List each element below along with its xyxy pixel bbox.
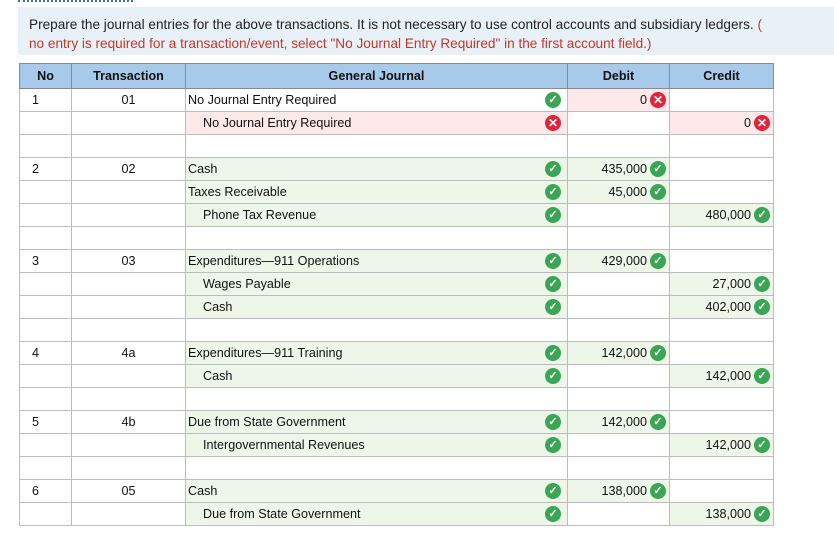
debit-input[interactable]: [568, 296, 670, 319]
transaction-cell: 02: [72, 158, 186, 181]
empty-cell: [568, 227, 670, 250]
transaction-cell: [72, 503, 186, 526]
account-select[interactable]: [186, 296, 568, 319]
debit-value: 142,000: [601, 346, 647, 360]
spacer-row: [20, 457, 774, 480]
check-circle-icon: ✓: [545, 184, 561, 200]
instructions-red-start: (: [757, 17, 762, 32]
credit-input[interactable]: [670, 181, 774, 204]
debit-input[interactable]: [568, 158, 670, 181]
account-name: No Journal Entry Required: [188, 93, 337, 107]
check-circle-icon: ✓: [545, 345, 561, 361]
debit-value: 142,000: [601, 415, 647, 429]
account-select[interactable]: [186, 365, 568, 388]
entry-number-cell: 4: [20, 342, 72, 365]
debit-input[interactable]: [568, 204, 670, 227]
check-circle-icon: ✓: [545, 368, 561, 384]
check-circle-icon: ✓: [650, 253, 666, 269]
transaction-cell: [72, 434, 186, 457]
column-header-general-journal: General Journal: [186, 64, 568, 89]
empty-cell: [670, 135, 774, 158]
transaction-cell: 03: [72, 250, 186, 273]
journal-entry-table: [19, 63, 774, 526]
check-circle-icon: ✓: [754, 506, 770, 522]
credit-value: 0: [743, 116, 751, 130]
journal-row: [20, 503, 774, 526]
journal-rows: [20, 89, 774, 526]
credit-input[interactable]: [670, 434, 774, 457]
debit-input[interactable]: [568, 503, 670, 526]
column-header-credit: Credit: [670, 64, 774, 89]
entry-number-cell: 1: [20, 89, 72, 112]
journal-row: [20, 411, 774, 434]
journal-row: [20, 204, 774, 227]
account-name: Cash: [203, 300, 233, 314]
check-circle-icon: ✓: [545, 483, 561, 499]
check-circle-icon: ✓: [545, 276, 561, 292]
empty-cell: [670, 319, 774, 342]
account-select[interactable]: [186, 411, 568, 434]
journal-row: [20, 365, 774, 388]
transaction-cell: [72, 273, 186, 296]
check-circle-icon: ✓: [650, 345, 666, 361]
debit-input[interactable]: [568, 411, 670, 434]
empty-cell: [186, 135, 568, 158]
journal-row: [20, 250, 774, 273]
account-name: Wages Payable: [203, 277, 291, 291]
account-select[interactable]: [186, 181, 568, 204]
credit-input[interactable]: [670, 411, 774, 434]
spacer-row: [20, 227, 774, 250]
focus-outline: [18, 0, 133, 2]
account-select[interactable]: [186, 204, 568, 227]
check-circle-icon: ✓: [545, 506, 561, 522]
journal-row: [20, 296, 774, 319]
credit-input[interactable]: [670, 365, 774, 388]
transaction-cell: [72, 181, 186, 204]
credit-value: 27,000: [712, 277, 751, 291]
debit-input[interactable]: [568, 89, 670, 112]
account-name: Expenditures—911 Operations: [188, 254, 360, 268]
account-select[interactable]: [186, 89, 568, 112]
empty-cell: [568, 457, 670, 480]
check-circle-icon: ✓: [545, 92, 561, 108]
debit-value: 45,000: [608, 185, 647, 199]
instructions-line-2: no entry is required for a transaction/event, select "No Journal Entry Required" in the first account field.): [29, 36, 652, 51]
account-select[interactable]: [186, 434, 568, 457]
table-header-row: [20, 64, 774, 89]
account-select[interactable]: [186, 480, 568, 503]
debit-value: 138,000: [601, 484, 647, 498]
account-select[interactable]: [186, 342, 568, 365]
journal-row: [20, 89, 774, 112]
journal-row: [20, 342, 774, 365]
transaction-cell: 4b: [72, 411, 186, 434]
debit-input[interactable]: [568, 112, 670, 135]
credit-input[interactable]: [670, 273, 774, 296]
column-header-no: No: [20, 64, 72, 89]
empty-cell: [72, 457, 186, 480]
journal-row: [20, 158, 774, 181]
empty-cell: [20, 319, 72, 342]
journal-row: [20, 112, 774, 135]
credit-value: 402,000: [705, 300, 751, 314]
credit-value: 480,000: [705, 208, 751, 222]
entry-number-cell: 6: [20, 480, 72, 503]
debit-value: 435,000: [601, 162, 647, 176]
debit-value: 0: [639, 93, 647, 107]
entry-number-cell: [20, 112, 72, 135]
spacer-row: [20, 388, 774, 411]
account-name: Taxes Receivable: [188, 185, 287, 199]
debit-input[interactable]: [568, 250, 670, 273]
empty-cell: [670, 227, 774, 250]
x-circle-icon: ✕: [545, 115, 561, 131]
account-name: Cash: [188, 162, 218, 176]
journal-row: [20, 273, 774, 296]
transaction-cell: [72, 365, 186, 388]
check-circle-icon: ✓: [545, 299, 561, 315]
account-select[interactable]: [186, 250, 568, 273]
account-name: Intergovernmental Revenues: [203, 438, 365, 452]
empty-cell: [20, 388, 72, 411]
credit-value: 142,000: [705, 369, 751, 383]
entry-number-cell: [20, 503, 72, 526]
debit-input[interactable]: [568, 181, 670, 204]
check-circle-icon: ✓: [545, 207, 561, 223]
x-circle-icon: ✕: [754, 115, 770, 131]
empty-cell: [568, 135, 670, 158]
account-select[interactable]: [186, 273, 568, 296]
entry-number-cell: 2: [20, 158, 72, 181]
debit-input[interactable]: [568, 434, 670, 457]
entry-number-cell: [20, 273, 72, 296]
credit-input[interactable]: [670, 158, 774, 181]
empty-cell: [72, 135, 186, 158]
check-circle-icon: ✓: [650, 483, 666, 499]
entry-number-cell: 3: [20, 250, 72, 273]
check-circle-icon: ✓: [650, 414, 666, 430]
debit-input[interactable]: [568, 342, 670, 365]
debit-input[interactable]: [568, 480, 670, 503]
entry-number-cell: [20, 204, 72, 227]
credit-input[interactable]: [670, 89, 774, 112]
account-select[interactable]: [186, 503, 568, 526]
account-name: Due from State Government: [188, 415, 346, 429]
transaction-cell: [72, 112, 186, 135]
empty-cell: [186, 457, 568, 480]
entry-number-cell: [20, 181, 72, 204]
empty-cell: [72, 319, 186, 342]
account-select[interactable]: [186, 158, 568, 181]
column-header-transaction: Transaction: [72, 64, 186, 89]
check-circle-icon: ✓: [545, 414, 561, 430]
debit-input[interactable]: [568, 273, 670, 296]
x-circle-icon: ✕: [650, 92, 666, 108]
account-name: No Journal Entry Required: [203, 116, 352, 130]
credit-input[interactable]: [670, 250, 774, 273]
check-circle-icon: ✓: [754, 299, 770, 315]
account-name: Due from State Government: [203, 507, 361, 521]
empty-cell: [20, 135, 72, 158]
transaction-cell: 05: [72, 480, 186, 503]
empty-cell: [670, 457, 774, 480]
spacer-row: [20, 135, 774, 158]
check-circle-icon: ✓: [754, 207, 770, 223]
transaction-cell: [72, 204, 186, 227]
empty-cell: [670, 388, 774, 411]
empty-cell: [186, 388, 568, 411]
credit-value: 138,000: [705, 507, 751, 521]
credit-input[interactable]: [670, 296, 774, 319]
account-select[interactable]: [186, 112, 568, 135]
account-name: Cash: [203, 369, 233, 383]
column-header-debit: Debit: [568, 64, 670, 89]
entry-number-cell: 5: [20, 411, 72, 434]
debit-input[interactable]: [568, 365, 670, 388]
check-circle-icon: ✓: [545, 161, 561, 177]
empty-cell: [72, 388, 186, 411]
entry-number-cell: [20, 365, 72, 388]
credit-value: 142,000: [705, 438, 751, 452]
credit-input[interactable]: [670, 112, 774, 135]
check-circle-icon: ✓: [754, 276, 770, 292]
check-circle-icon: ✓: [545, 437, 561, 453]
account-name: Phone Tax Revenue: [203, 208, 317, 222]
transaction-cell: [72, 296, 186, 319]
entry-number-cell: [20, 296, 72, 319]
credit-input[interactable]: [670, 342, 774, 365]
credit-input[interactable]: [670, 503, 774, 526]
check-circle-icon: ✓: [754, 368, 770, 384]
spacer-row: [20, 319, 774, 342]
empty-cell: [186, 227, 568, 250]
check-circle-icon: ✓: [650, 184, 666, 200]
entry-number-cell: [20, 434, 72, 457]
journal-row: [20, 480, 774, 503]
transaction-cell: 01: [72, 89, 186, 112]
credit-input[interactable]: [670, 480, 774, 503]
instructions-box: [18, 7, 834, 55]
journal-row: [20, 434, 774, 457]
empty-cell: [568, 319, 670, 342]
debit-value: 429,000: [601, 254, 647, 268]
empty-cell: [186, 319, 568, 342]
credit-input[interactable]: [670, 204, 774, 227]
account-name: Cash: [188, 484, 218, 498]
instructions-line-1: Prepare the journal entries for the above transactions. It is not necessary to use control accounts and subsidiary ledgers. (: [29, 17, 762, 32]
check-circle-icon: ✓: [545, 253, 561, 269]
empty-cell: [20, 457, 72, 480]
empty-cell: [568, 388, 670, 411]
transaction-cell: 4a: [72, 342, 186, 365]
journal-row: [20, 181, 774, 204]
check-circle-icon: ✓: [650, 161, 666, 177]
check-circle-icon: ✓: [754, 437, 770, 453]
account-name: Expenditures—911 Training: [188, 346, 343, 360]
empty-cell: [20, 227, 72, 250]
empty-cell: [72, 227, 186, 250]
